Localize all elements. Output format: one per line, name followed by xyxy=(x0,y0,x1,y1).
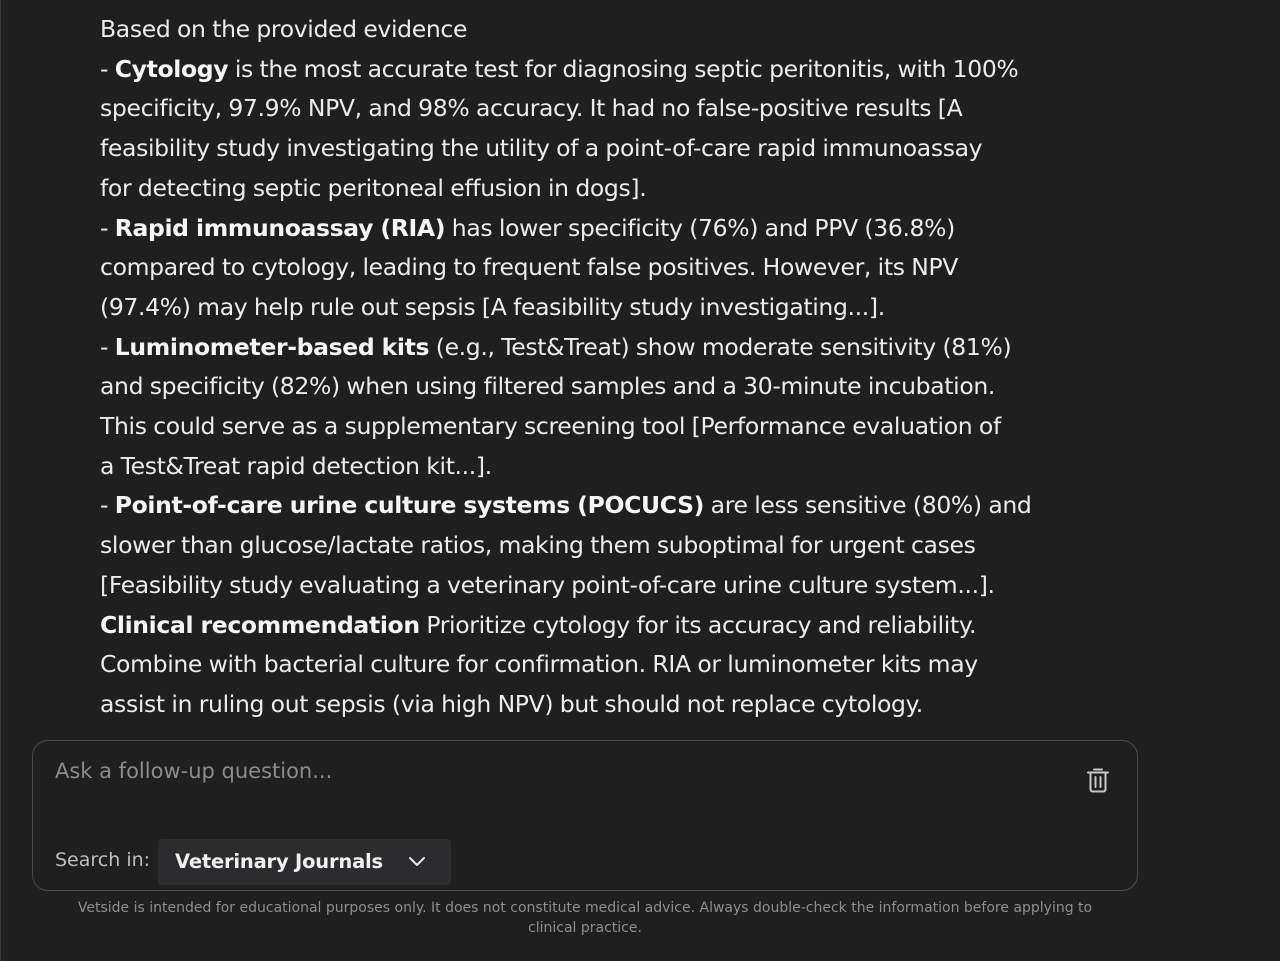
source-select-value: Veterinary Journals xyxy=(175,850,383,873)
bullet-line: slower than glucose/lactate ratios, making them suboptimal for urgent cases xyxy=(100,531,976,560)
bullet-dash: - xyxy=(100,54,115,83)
bullet-dash: - xyxy=(100,213,115,242)
bullet-line: feasibility study investigating the utility of a point-of-care rapid immunoassay xyxy=(100,134,983,163)
trash-icon xyxy=(1086,766,1110,794)
bullet-line: for detecting septic peritoneal effusion in dogs]. xyxy=(100,173,647,202)
bullet-line: and specificity (82%) when using filtered samples and a 30-minute incubation. xyxy=(100,372,996,401)
recommendation-line: Prioritize cytology for its accuracy and reliability. xyxy=(419,610,977,639)
answer-bullet-pocucs xyxy=(100,486,1100,526)
bullet-term: Luminometer-based kits xyxy=(114,332,430,361)
recommendation-line: assist in ruling out sepsis (via high NPV) but should not replace cytology. xyxy=(100,689,923,718)
answer-bullet-luminometer xyxy=(100,328,1100,368)
bullet-line: [Feasibility study evaluating a veterinary point-of-care urine culture system...]. xyxy=(100,570,995,599)
bullet-line: (97.4%) may help rule out sepsis [A feasibility study investigating...]. xyxy=(100,292,885,321)
recommendation-term: Clinical recommendation xyxy=(100,610,420,639)
bullet-line: are less sensitive (80%) and xyxy=(704,491,1032,520)
follow-up-composer xyxy=(32,740,1138,891)
disclaimer: Vetside is intended for educational purposes only. It does not constitute medical advice. Always double-check the information before applying to clinical practice. xyxy=(77,900,1093,936)
bullet-line: This could serve as a supplementary screening tool [Performance evaluation of xyxy=(100,412,1001,441)
source-select[interactable] xyxy=(158,839,451,885)
search-in-label: Search in: xyxy=(55,849,151,871)
bullet-term: Point-of-care urine culture systems (POCUCS) xyxy=(114,491,705,520)
recommendation-line: Combine with bacterial culture for confirmation. RIA or luminometer kits may xyxy=(100,650,978,679)
chevron-down-icon xyxy=(407,853,427,871)
bullet-line: specificity, 97.9% NPV, and 98% accuracy. It had no false-positive results [A xyxy=(100,94,963,123)
follow-up-input[interactable] xyxy=(55,759,1055,799)
bullet-line: a Test&Treat rapid detection kit...]. xyxy=(100,451,492,480)
answer-bullet-ria xyxy=(100,209,1100,249)
bullet-dash: - xyxy=(100,332,115,361)
bullet-line: has lower specificity (76%) and PPV (36.8%) xyxy=(445,213,955,242)
bullet-line: is the most accurate test for diagnosing septic peritonitis, with 100% xyxy=(228,54,1019,83)
bullet-term: Rapid immunoassay (RIA) xyxy=(114,213,446,242)
answer-text xyxy=(100,10,1100,725)
bullet-term: Cytology xyxy=(114,54,229,83)
answer-intro: Based on the provided evidence xyxy=(100,15,468,43)
bullet-dash: - xyxy=(100,491,115,520)
answer-bullet-cytology xyxy=(100,50,1100,90)
panel-divider xyxy=(0,0,1,961)
bullet-line: (e.g., Test&Treat) show moderate sensitivity (81%) xyxy=(429,332,1012,361)
clinical-recommendation xyxy=(100,606,1100,646)
bullet-line: compared to cytology, leading to frequent false positives. However, its NPV xyxy=(100,253,959,282)
clear-button[interactable] xyxy=(1083,763,1113,797)
